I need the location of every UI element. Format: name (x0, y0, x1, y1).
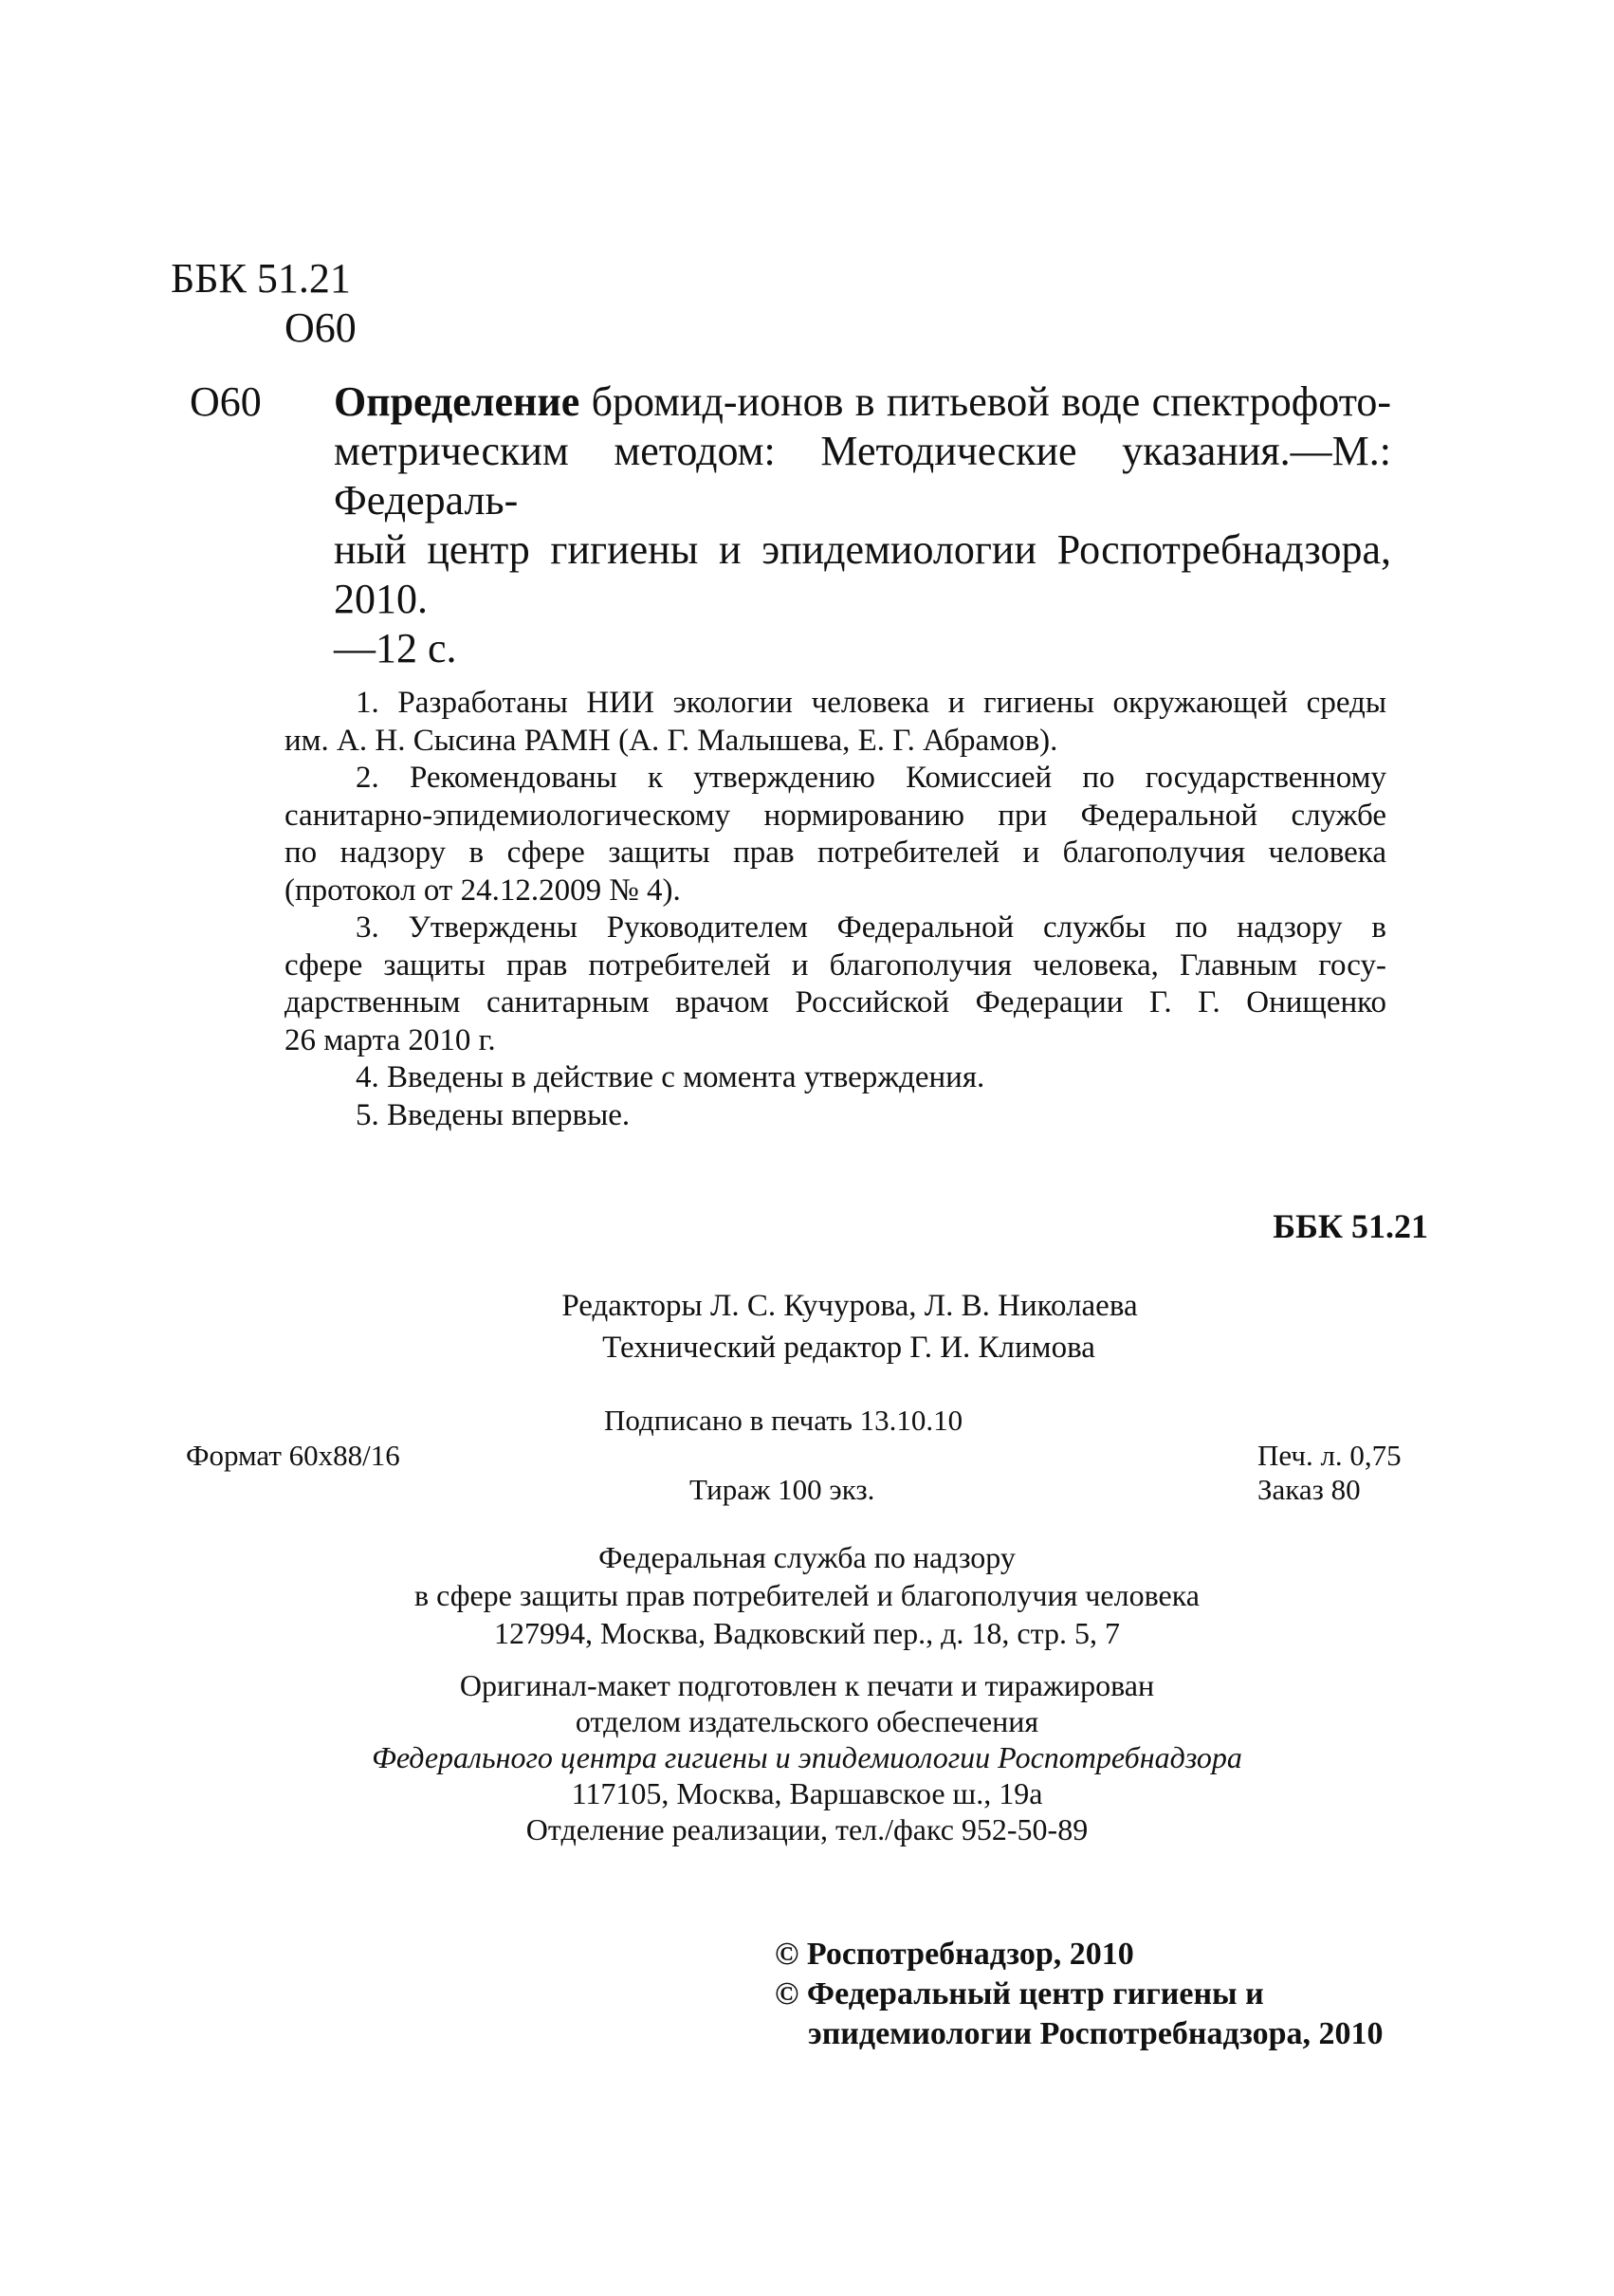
copyright-block (775, 1935, 1384, 2054)
copyright-2-cont: эпидемиологии Роспотребнадзора, 2010 (808, 2016, 1384, 2051)
sales-department: Отделение реализации, тел./факс 952-50-89 (525, 1812, 1089, 1846)
note-1-line-2: им. А. Н. Сысина РАМН (А. Г. Малышева, Е. Г. Абрамов). (284, 723, 1058, 758)
maker-line-1: Оригинал-макет подготовлен к печати и тиражирован (459, 1668, 1155, 1702)
publisher-block (0, 1538, 1614, 1652)
catalog-line-3: ный центр гигиены и эпидемиологии Роспотребнадзора, 2010. (334, 526, 1391, 622)
note-3-line-1: 3. Утверждены Руководителем Федеральной службы по надзору в (356, 910, 1386, 945)
print-run: Тираж 100 экз. (689, 1473, 875, 1506)
note-2-line-3: по надзору в сфере защиты прав потребителей и благополучия человека (284, 836, 1386, 870)
publisher-line-1: Федеральная служба по надзору (598, 1540, 1016, 1574)
catalog-sign: О60 (190, 378, 262, 425)
catalog-line-4: —12 с. (334, 625, 457, 671)
catalog-line-1: бромид-ионов в питьевой воде спектрофото- (579, 378, 1391, 425)
publisher-line-2: в сфере защиты прав потребителей и благополучия человека (414, 1578, 1200, 1612)
note-2-line-4: (протокол от 24.12.2009 № 4). (284, 872, 681, 908)
layout-maker-block (0, 1667, 1614, 1847)
paper-format: Формат 60x88/16 (186, 1439, 400, 1472)
copyright-1: © Роспотребнадзор, 2010 (775, 1937, 1134, 1972)
development-notes (284, 685, 1386, 1134)
catalog-title: Определение (334, 378, 580, 425)
note-3-line-4: 26 марта 2010 г. (284, 1022, 496, 1057)
note-5: 5. Введены впервые. (356, 1097, 631, 1132)
order-number: Заказ 80 (1257, 1473, 1361, 1506)
bbk-code: ББК 51.21 (171, 255, 351, 302)
note-1-line-1: 1. Разработаны НИИ экологии человека и гигиены окружающей среды (356, 686, 1386, 720)
note-2-line-2: санитарно-эпидемиологическому нормированию при Федеральной службе (284, 798, 1386, 833)
copyright-2: © Федеральный центр гигиены и (775, 1976, 1264, 2011)
note-3-line-3: дарственным санитарным врачом Российской Федерации Г. Г. Онищенко (284, 985, 1386, 1019)
note-3-line-2: сфере защиты прав потребителей и благополучия человека, Главным госу- (284, 947, 1386, 983)
maker-address: 117105, Москва, Варшавское ш., 19а (571, 1776, 1043, 1810)
signed-for-print: Подписано в печать 13.10.10 (604, 1404, 963, 1437)
note-4: 4. Введены в действие с момента утверждения. (356, 1060, 985, 1094)
publisher-address: 127994, Москва, Вадковский пер., д. 18, стр. 5, 7 (494, 1616, 1120, 1650)
note-2-line-1: 2. Рекомендованы к утверждению Комиссией по государственному (356, 761, 1386, 795)
maker-line-2: отделом издательского обеспечения (575, 1704, 1039, 1738)
catalog-line-2: метрическим методом: Методические указания.—М.: Федераль- (334, 428, 1391, 523)
catalog-description (334, 377, 1391, 673)
printed-sheets: Печ. л. 0,75 (1257, 1439, 1402, 1472)
bbk-code-bold: ББК 51.21 (1273, 1207, 1428, 1245)
editors-block (0, 1285, 1614, 1368)
maker-line-3: Федерального центра гигиены и эпидемиологии Роспотребнадзора (372, 1740, 1242, 1774)
author-sign: О60 (284, 304, 357, 351)
editors: Редакторы Л. С. Кучурова, Л. В. Николаева (561, 1289, 1138, 1323)
technical-editor: Технический редактор Г. И. Климова (602, 1331, 1095, 1365)
